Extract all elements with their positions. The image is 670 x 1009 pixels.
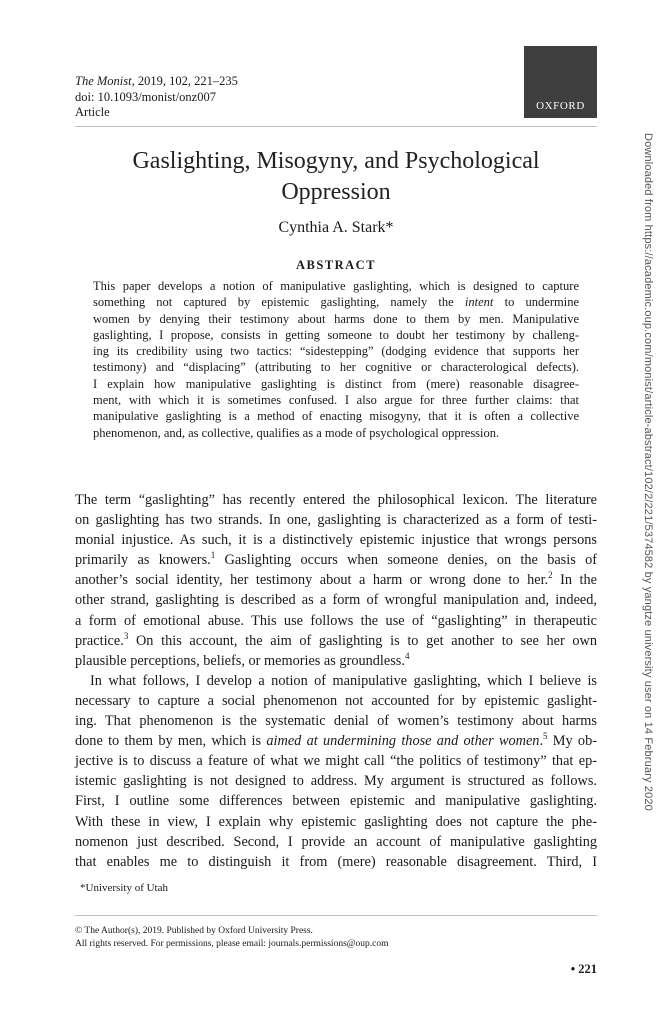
body-line: a form of emotional abuse. This use follows the use of “gaslighting” in therapeutic xyxy=(75,612,597,629)
body-line xyxy=(75,550,597,570)
author-name: Cynthia A. Stark* xyxy=(278,219,394,236)
body-line xyxy=(75,731,597,751)
journal-name: The Monist xyxy=(75,74,132,88)
body-line: nomenon just described. Second, I provide an account of manipulative gaslighting xyxy=(75,833,597,850)
footnote-ref-4[interactable]: 4 xyxy=(404,650,410,661)
copyright-line-2: All rights reserved. For permissions, please email: journals.permissions@oup.com xyxy=(75,939,389,949)
body-text-span: Gaslighting occurs when someone denies, on the basis of xyxy=(215,552,597,569)
journal-citation: , 2019, 102, 221–235 xyxy=(131,74,238,88)
body-line xyxy=(75,570,597,590)
abstract-text-span: to undermine xyxy=(504,295,579,310)
title-line-2: Oppression xyxy=(281,179,391,205)
download-watermark: Downloaded from https://academic.oup.com/monist/article-abstract/102/2/221/5374582 by yangtze university user on 14 February 2020 xyxy=(642,133,654,811)
oxford-logo xyxy=(524,46,597,118)
page-number: • 221 xyxy=(570,962,597,976)
abstract-line: ment, with which it is sometimes confused. I also argue for three further claims: that xyxy=(93,393,579,408)
body-line: other strand, gaslighting is described as a form of wrongful manipulation and, indeed, xyxy=(75,592,597,609)
body-line: monial injustice. As such, it is a distinctively epistemic injustice that wrongs persons xyxy=(75,532,597,549)
author-affiliation-footnote: *University of Utah xyxy=(80,882,168,894)
body-text-span: . xyxy=(539,733,544,750)
abstract-line: This paper develops a notion of manipulative gaslighting, which is designed to capture xyxy=(93,279,579,293)
header-divider xyxy=(75,126,597,127)
abstract-line: testimony) and “displacing” (attributing to her cognitive or characterological defects). xyxy=(93,360,579,375)
body-line: ing. That phenomenon is the systematic denial of women’s testimony about harms xyxy=(75,713,597,730)
oxford-logo-text: OXFORD xyxy=(536,100,585,112)
article-title xyxy=(95,146,577,208)
abstract-line: phenomenon, and, as collective, qualifies as a mode of psychological oppression. xyxy=(93,425,500,440)
body-line: In what follows, I develop a notion of manipulative gaslighting, which I believe is xyxy=(90,672,597,689)
abstract-line xyxy=(93,294,579,310)
body-line: istemic gaslighting is not designed to address. My argument is structured as follows. xyxy=(75,773,597,790)
body-line: that enables me to distinguish it from (mere) reasonable disagreement. Third, I xyxy=(75,853,597,870)
copyright-line-1: © The Author(s), 2019. Published by Oxford University Press. xyxy=(75,926,313,936)
body-emphasis: aimed at undermining those and other women xyxy=(266,733,540,750)
body-text xyxy=(75,490,597,872)
body-line xyxy=(75,651,597,671)
body-line: necessary to capture a social phenomenon not accounted for by epistemic gaslight- xyxy=(75,692,597,709)
body-text-span: practice. xyxy=(75,632,124,649)
body-text-span: My ob- xyxy=(547,733,597,750)
body-text-span: In the xyxy=(552,572,597,589)
body-text-span: another’s social identity, her testimony about a harm or wrong done to her. xyxy=(75,572,549,589)
body-line: jective is to discuss a feature of what we might call “the politics of testimony” that ep- xyxy=(75,753,597,770)
abstract-heading: ABSTRACT xyxy=(295,258,377,272)
abstract-line: ing its credibility using two tactics: “sidestepping” (dodging evidence that supports her xyxy=(93,344,579,359)
body-text-span: On this account, the aim of gaslighting is to get another to see her own xyxy=(128,632,597,649)
footnote-ref-2[interactable]: 2 xyxy=(548,570,553,581)
journal-header xyxy=(75,74,238,121)
copyright-notice xyxy=(75,925,389,951)
abstract-line: I explain how manipulative gaslighting is distinct from (mere) reasonable disagree- xyxy=(93,376,579,391)
doi-link[interactable]: doi: 10.1093/monist/onz007 xyxy=(75,89,216,104)
body-text-span: done to them by men, which is xyxy=(75,733,267,750)
abstract-line: women by denying their testimony about harms done to them by men. Manipulative xyxy=(93,311,579,326)
abstract-line: gaslighting, I propose, consists in getting someone to doubt her testimony by challeng- xyxy=(93,327,579,342)
abstract-text xyxy=(93,278,579,441)
body-line xyxy=(75,631,597,651)
body-text-span: primarily as knowers. xyxy=(75,552,211,569)
body-line: First, I outline some differences between epistemic and manipulative gaslighting. xyxy=(75,793,597,810)
article-type: Article xyxy=(75,105,110,119)
footnote-ref-5[interactable]: 5 xyxy=(543,731,548,742)
footer-divider xyxy=(75,915,597,916)
title-line-1: Gaslighting, Misogyny, and Psychological xyxy=(132,148,540,174)
abstract-line: manipulative gaslighting is a method of enacting misogyny, that it is often a collective xyxy=(93,409,579,424)
abstract-emphasis: intent xyxy=(464,295,494,310)
body-line: The term “gaslighting” has recently entered the philosophical lexicon. The literature xyxy=(75,492,597,508)
footnote-ref-3[interactable]: 3 xyxy=(123,630,129,641)
body-text-span: plausible perceptions, beliefs, or memories as groundless. xyxy=(75,652,405,669)
body-line: With these in view, I explain why epistemic gaslighting does not capture the phe- xyxy=(75,813,597,830)
body-line: on gaslighting has two strands. In one, gaslighting is characterized as a form of testi- xyxy=(75,512,597,529)
footnote-ref-1[interactable]: 1 xyxy=(210,550,216,561)
abstract-text-span: something not captured by epistemic gaslighting, namely the xyxy=(93,295,454,310)
